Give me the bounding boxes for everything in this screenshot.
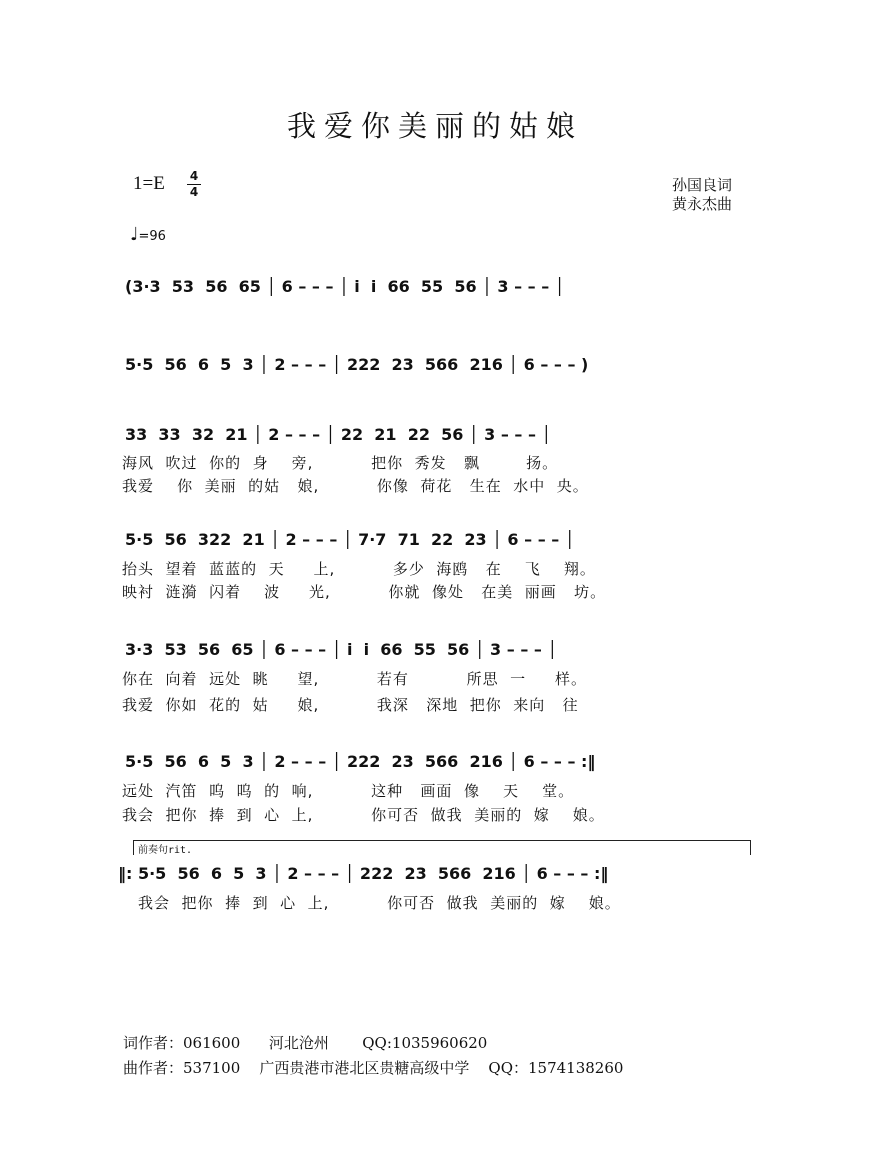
lyric-verse-1: 抬头 望着 蓝蓝的 天 上, 多少 海鸥 在 飞 翔。 — [122, 560, 596, 578]
footer-composer-info: 曲作者：537100 广西贵港市港北区贵糖高级中学 QQ：1574138260 — [123, 1059, 624, 1077]
lyric-verse-1: 海风 吹过 你的 身 旁, 把你 秀发 飘 扬。 — [122, 454, 559, 472]
lyric-verse-2: 我会 把你 捧 到 心 上, 你可否 做我 美丽的 嫁 娘。 — [122, 806, 605, 824]
notation-line: ‖: 5·5 56 6 5 3 │ 2 – – – │ 222 23 566 216 │ 6 – – – :‖ — [118, 864, 609, 883]
lyricist: 孙国良词 — [672, 176, 733, 194]
lyric-verse-2: 我爱 你 美丽 的姑 娘, 你像 荷花 生在 水中 央。 — [122, 477, 589, 495]
notation-line: 5·5 56 6 5 3 │ 2 – – – │ 222 23 566 216 │ 6 – – – ) — [125, 355, 589, 374]
time-signature-bottom: 4 — [189, 185, 199, 199]
notation-line: 3·3 53 56 65 │ 6 – – – │ i i 66 55 56 │ 3 – – – │ — [125, 640, 558, 659]
key-signature: 1=E — [133, 173, 165, 194]
lyric-verse-1: 我会 把你 捧 到 心 上, 你可否 做我 美丽的 嫁 娘。 — [138, 894, 621, 912]
ending-bracket — [133, 840, 751, 855]
lyric-verse-2: 映衬 涟漪 闪着 波 光, 你就 像处 在美 丽画 坊。 — [122, 583, 607, 601]
notation-line: 5·5 56 6 5 3 │ 2 – – – │ 222 23 566 216 │ 6 – – – :‖ — [125, 752, 596, 771]
tempo-marking — [130, 224, 166, 245]
lyric-verse-1: 远处 汽笛 呜 呜 的 响, 这种 画面 像 天 堂。 — [122, 782, 575, 800]
footer-lyricist-info: 词作者：061600 河北沧州 QQ:1035960620 — [123, 1034, 488, 1052]
ending-label: 前奏句rit. — [138, 845, 193, 856]
credits — [672, 176, 732, 214]
notation-line: (3·3 53 56 65 │ 6 – – – │ i i 66 55 56 │ 3 – – – │ — [125, 277, 565, 296]
lyric-verse-2: 我爱 你如 花的 姑 娘, 我深 深地 把你 来向 往 — [122, 696, 579, 714]
time-signature — [187, 170, 201, 199]
song-title: 我爱你美丽的姑娘 — [286, 109, 583, 143]
lyric-verse-1: 你在 向着 远处 眺 望, 若有 所思 一 样。 — [122, 670, 587, 688]
tempo-value: =96 — [138, 229, 166, 244]
quarter-note-icon: ♩ — [130, 224, 139, 245]
composer: 黄永杰曲 — [672, 195, 733, 213]
notation-line: 33 33 32 21 │ 2 – – – │ 22 21 22 56 │ 3 – – – │ — [125, 425, 552, 444]
time-signature-top: 4 — [189, 169, 199, 183]
notation-line: 5·5 56 322 21 │ 2 – – – │ 7·7 71 22 23 │ 6 – – – │ — [125, 530, 575, 549]
